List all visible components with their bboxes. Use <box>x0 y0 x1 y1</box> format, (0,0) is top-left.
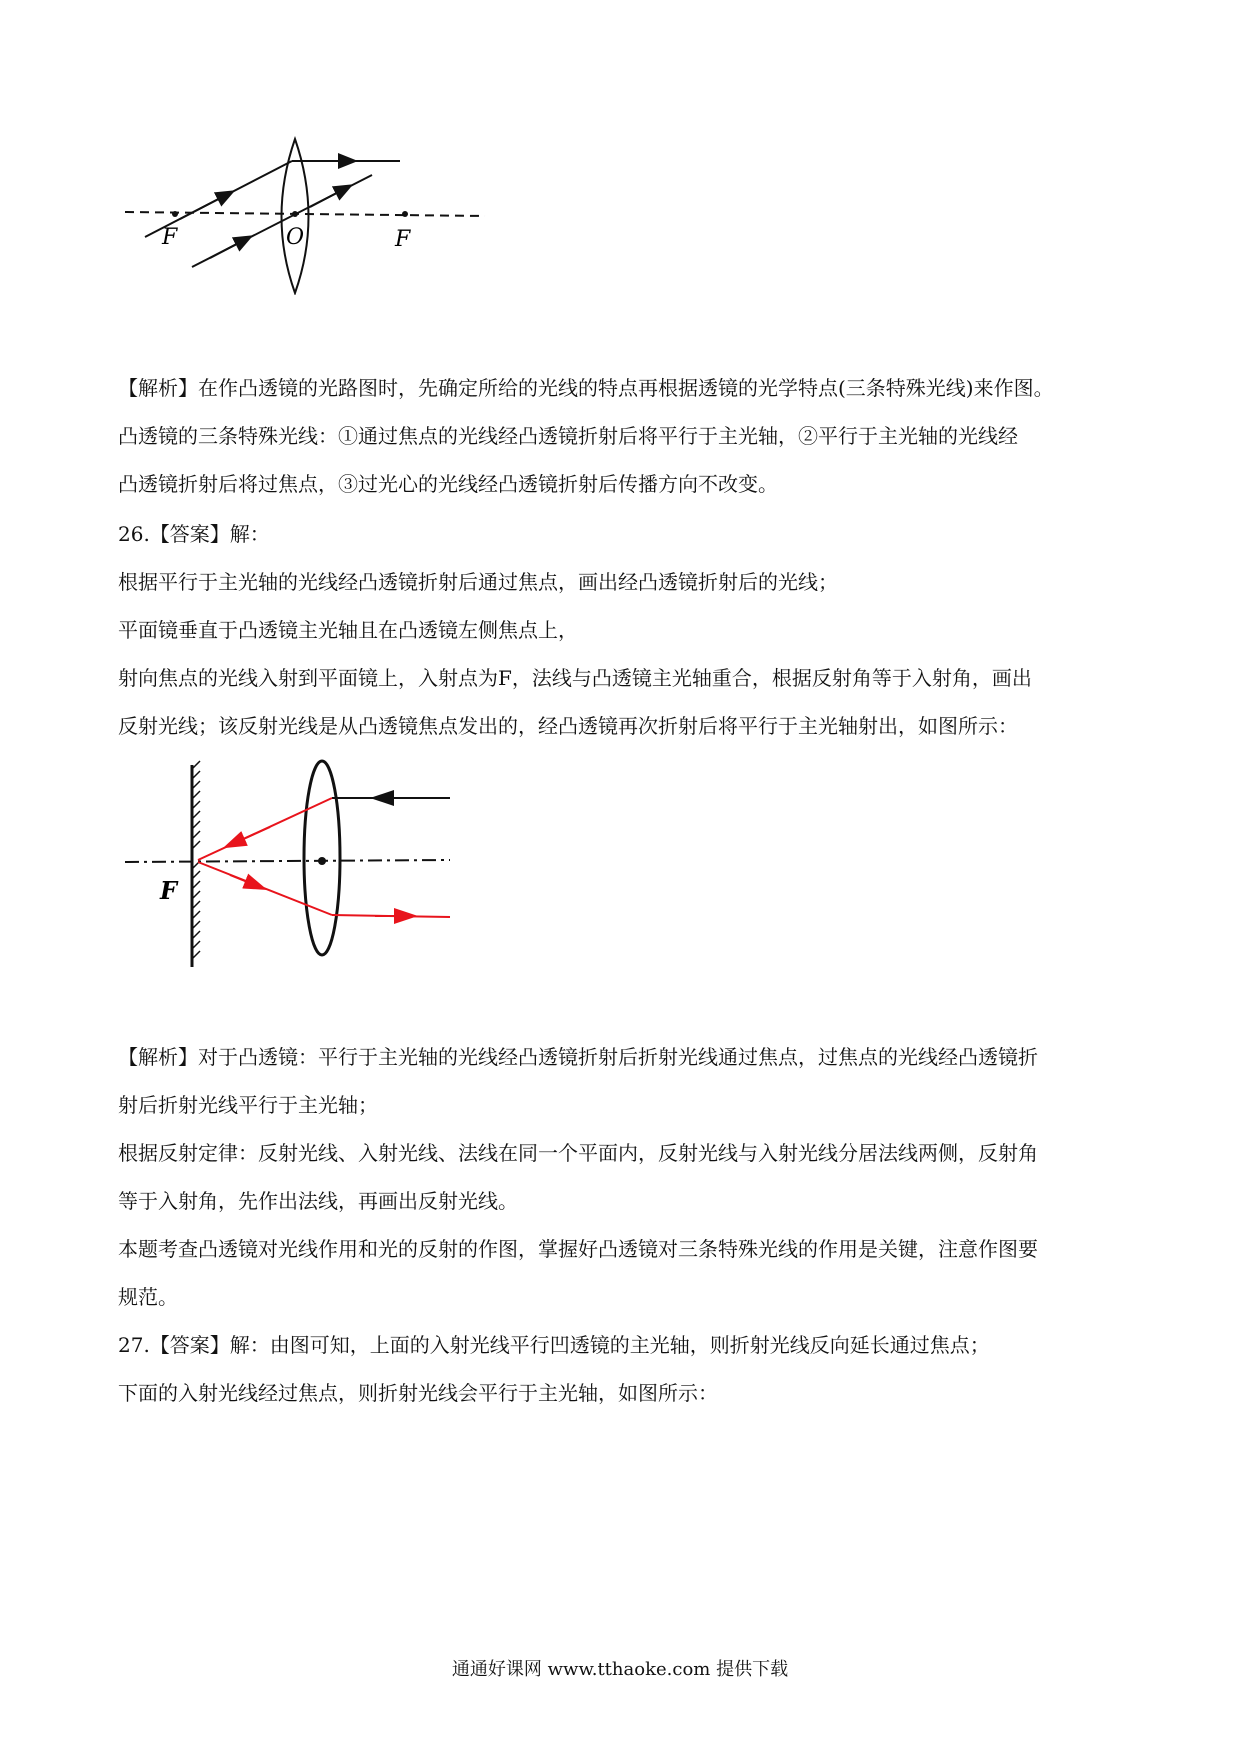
answer27-line-2: 下面的入射光线经过焦点，则折射光线会平行于主光轴，如图所示： <box>118 1381 718 1405</box>
principal-axis <box>125 860 450 862</box>
analysis-block-1 <box>118 364 1128 508</box>
mirror-lens-diagram <box>120 755 460 975</box>
analysis-block-2 <box>118 1033 1128 1321</box>
principal-axis <box>125 212 485 216</box>
analysis1-line-1: 【解析】在作凸透镜的光路图时，先确定所给的光线的特点再根据透镜的光学特点(三条特殊光线)来作图。 <box>118 376 1054 400</box>
analysis2-line-3: 根据反射定律：反射光线、入射光线、法线在同一个平面内，反射光线与入射光线分居法线两侧，反射角 <box>118 1141 1038 1165</box>
focus-label-right: F <box>395 227 411 252</box>
optical-center-label: O <box>286 225 305 250</box>
answer-26-block <box>118 510 1128 750</box>
page-footer: 通通好课网 www.tthaoke.com 提供下载 <box>451 1659 789 1680</box>
answer26-line-3: 平面镜垂直于凸透镜主光轴且在凸透镜左侧焦点上， <box>118 618 578 642</box>
reflected-ray <box>198 862 332 915</box>
answer27-line-1: 27.【答案】解：由图可知，上面的入射光线平行凹透镜的主光轴，则折射光线反向延长通过焦点； <box>118 1333 990 1357</box>
analysis2-line-2: 射后折射光线平行于主光轴； <box>118 1093 378 1117</box>
answer26-line-4: 射向焦点的光线入射到平面镜上，入射点为F，法线与凸透镜主光轴重合，根据反射角等于入射角，画出 <box>118 666 1032 690</box>
convex-lens-diagram-1 <box>120 135 490 295</box>
answer26-line-5: 反射光线；该反射光线是从凸透镜焦点发出的，经凸透镜再次折射后将平行于主光轴射出，如图所示： <box>118 714 1018 738</box>
analysis1-line-2: 凸透镜的三条特殊光线：①通过焦点的光线经凸透镜折射后将平行于主光轴，②平行于主光轴的光线经 <box>118 424 1018 448</box>
focus-label: F <box>160 876 178 905</box>
focus-label-left: F <box>162 225 178 250</box>
analysis2-line-1: 【解析】对于凸透镜：平行于主光轴的光线经凸透镜折射后折射光线通过焦点，过焦点的光线经凸透镜折 <box>118 1045 1038 1069</box>
analysis2-line-4: 等于入射角，先作出法线，再画出反射光线。 <box>118 1189 518 1213</box>
analysis2-line-5: 本题考查凸透镜对光线作用和光的反射的作图，掌握好凸透镜对三条特殊光线的作用是关键，注意作图要 <box>118 1237 1038 1261</box>
answer-27-block <box>118 1321 1128 1417</box>
analysis1-line-3: 凸透镜折射后将过焦点，③过光心的光线经凸透镜折射后传播方向不改变。 <box>118 472 778 496</box>
analysis2-line-6: 规范。 <box>118 1285 178 1309</box>
answer26-line-1: 26.【答案】解： <box>118 522 270 546</box>
answer26-line-2: 根据平行于主光轴的光线经凸透镜折射后通过焦点，画出经凸透镜折射后的光线； <box>118 570 838 594</box>
